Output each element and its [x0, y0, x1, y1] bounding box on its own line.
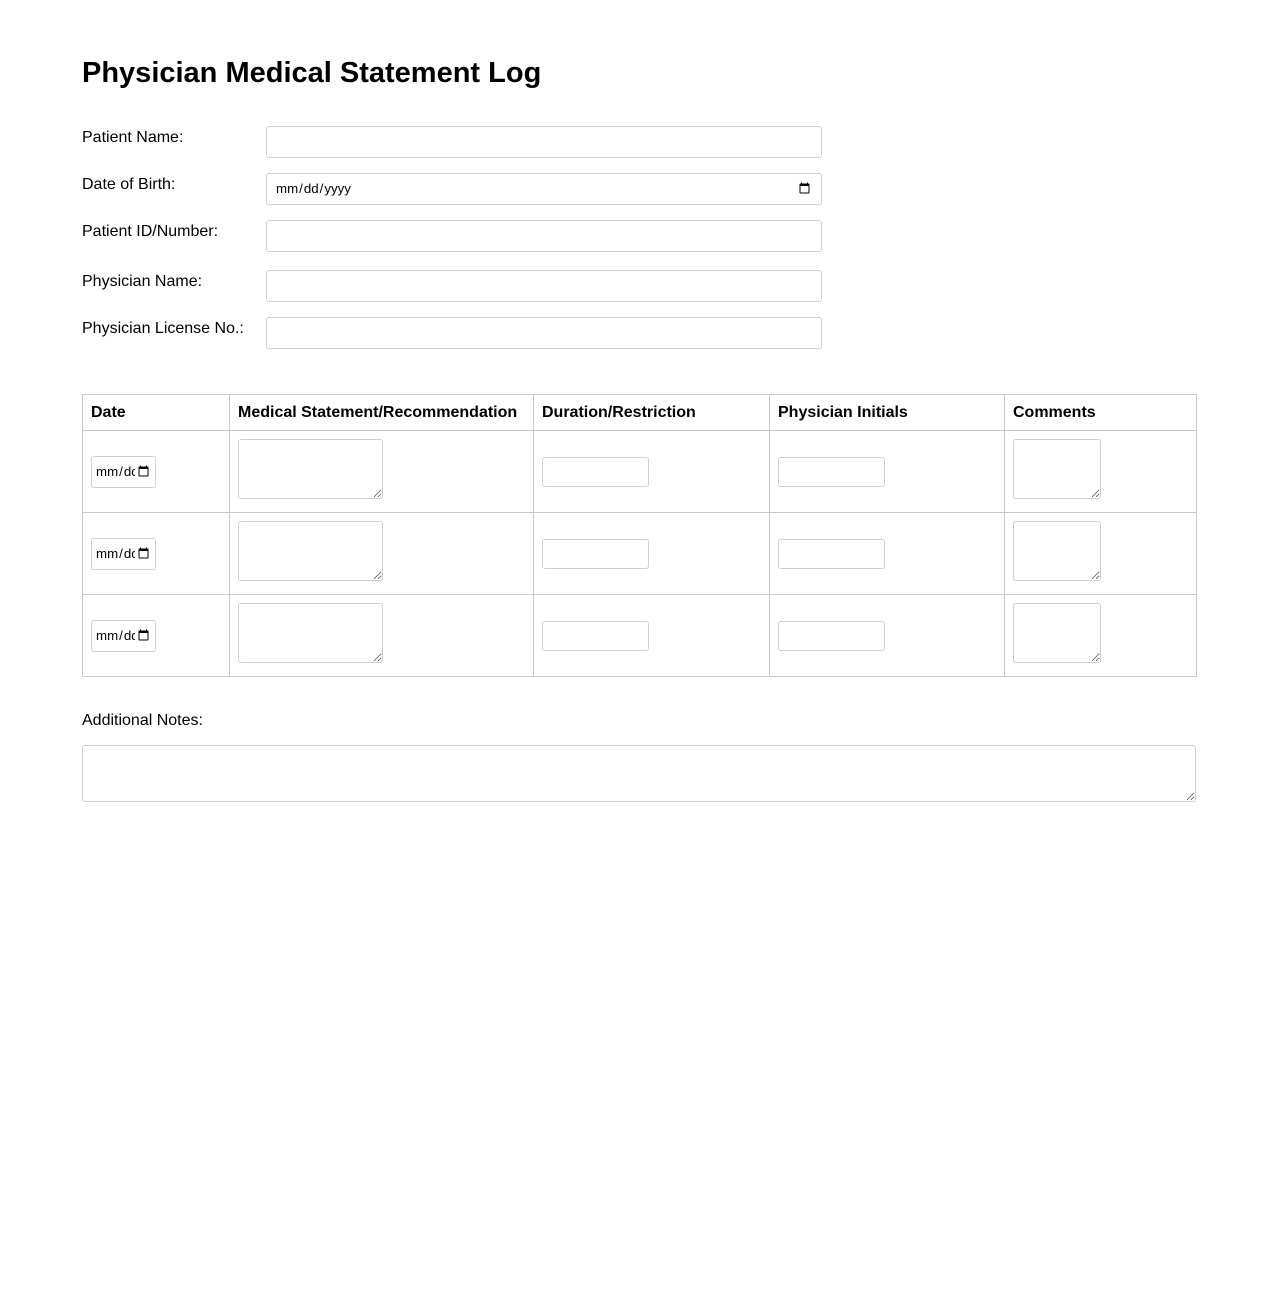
physician-name-row — [82, 270, 1196, 302]
physician-name-label: Physician Name: — [82, 273, 203, 290]
physician-license-row — [82, 317, 1196, 349]
log-table-body — [83, 431, 1197, 677]
column-header-physician-initials: Physician Initials — [770, 395, 1005, 431]
log-comments-textarea[interactable] — [1013, 439, 1101, 499]
log-table-header — [83, 395, 1197, 431]
additional-notes-textarea[interactable] — [82, 745, 1196, 802]
comments-cell — [1005, 595, 1197, 677]
log-date-input[interactable] — [91, 456, 156, 488]
log-initials-input[interactable] — [778, 539, 885, 569]
log-duration-input[interactable] — [542, 457, 649, 487]
duration-restriction-cell — [534, 431, 770, 513]
physician-initials-cell — [770, 513, 1005, 595]
patient-id-label: Patient ID/Number: — [82, 223, 219, 240]
log-comments-textarea[interactable] — [1013, 603, 1101, 663]
log-statement-textarea[interactable] — [238, 439, 383, 499]
table-row — [83, 431, 1197, 513]
date-of-birth-input[interactable] — [266, 173, 822, 205]
log-comments-textarea[interactable] — [1013, 521, 1101, 581]
physician-license-label: Physician License No.: — [82, 320, 244, 337]
date-of-birth-row — [82, 173, 1196, 205]
comments-cell — [1005, 431, 1197, 513]
medical-statement-cell — [230, 595, 534, 677]
patient-id-input[interactable] — [266, 220, 822, 252]
log-duration-input[interactable] — [542, 621, 649, 651]
column-header-duration-restriction: Duration/Restriction — [534, 395, 770, 431]
log-date-input[interactable] — [91, 538, 156, 570]
header-row — [83, 395, 1197, 431]
patient-name-row — [82, 126, 1196, 158]
log-date-input[interactable] — [91, 620, 156, 652]
column-header-comments: Comments — [1005, 395, 1197, 431]
physician-license-input[interactable] — [266, 317, 822, 349]
table-row — [83, 513, 1197, 595]
log-duration-input[interactable] — [542, 539, 649, 569]
log-initials-input[interactable] — [778, 457, 885, 487]
date-of-birth-label: Date of Birth: — [82, 176, 176, 193]
duration-restriction-cell — [534, 595, 770, 677]
date-cell — [83, 595, 230, 677]
column-header-medical-statement: Medical Statement/Recommendation — [230, 395, 534, 431]
physician-initials-cell — [770, 431, 1005, 513]
table-row — [83, 595, 1197, 677]
date-cell — [83, 431, 230, 513]
duration-restriction-cell — [534, 513, 770, 595]
page-title: Physician Medical Statement Log — [82, 57, 542, 89]
medical-statement-cell — [230, 513, 534, 595]
additional-notes-label: Additional Notes: — [82, 712, 203, 729]
date-cell — [83, 513, 230, 595]
physician-initials-cell — [770, 595, 1005, 677]
medical-statement-cell — [230, 431, 534, 513]
comments-cell — [1005, 513, 1197, 595]
log-statement-textarea[interactable] — [238, 521, 383, 581]
patient-name-input[interactable] — [266, 126, 822, 158]
medical-statement-log-table — [82, 394, 1197, 677]
column-header-date: Date — [83, 395, 230, 431]
patient-id-row — [82, 220, 1196, 252]
log-statement-textarea[interactable] — [238, 603, 383, 663]
log-initials-input[interactable] — [778, 621, 885, 651]
form-container — [82, 58, 1196, 802]
physician-name-input[interactable] — [266, 270, 822, 302]
patient-name-label: Patient Name: — [82, 129, 184, 146]
